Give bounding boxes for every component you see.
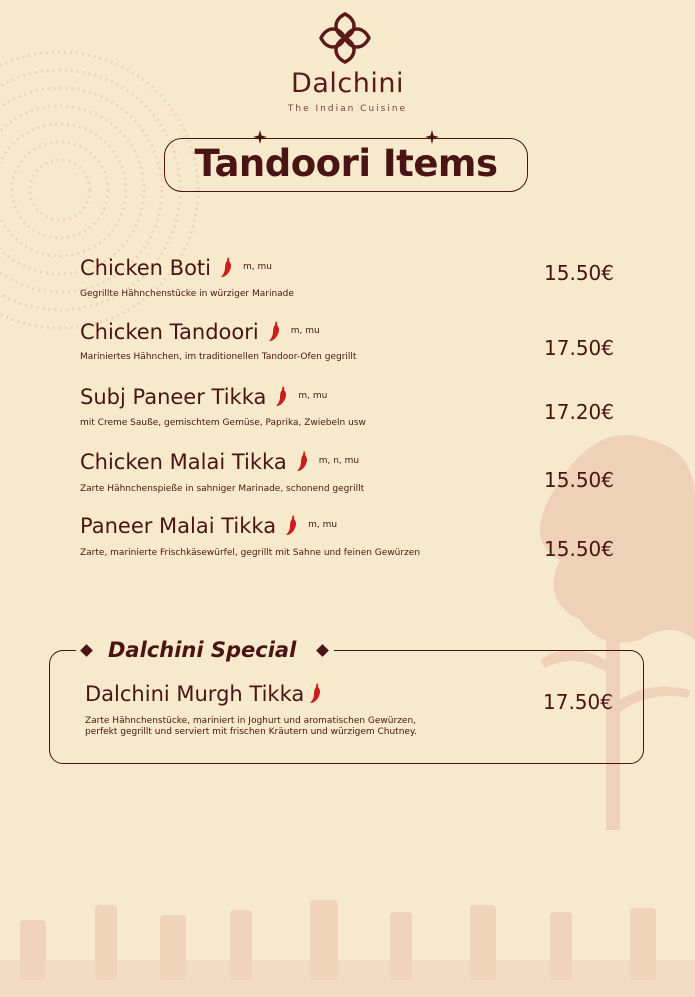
special-item-description: Zarte Hähnchenstücke, mariniert in Joghurt und aromatischen Gewürzen, perfekt gegrillt und serviert mit frischen Kräutern und würzigem Chutney. [85, 716, 417, 737]
item-name: Chicken Boti [80, 256, 211, 280]
item-price: 17.20€ [544, 400, 614, 424]
item-description: Zarte Hähnchenspieße in sahniger Marinade, schonend gegrillt [80, 484, 365, 494]
item-allergens: m, mu [243, 262, 272, 272]
brand-tagline: The Indian Cuisine [287, 104, 408, 114]
item-name-row [80, 514, 337, 538]
chili-icon [274, 385, 288, 407]
item-name-row [80, 256, 272, 280]
chili-icon [284, 514, 298, 536]
menu-item [80, 385, 640, 445]
item-price: 15.50€ [544, 537, 614, 561]
item-name: Subj Paneer Tikka [80, 385, 267, 409]
chili-icon [219, 256, 233, 278]
item-description: Zarte, marinierte Frischkäsewürfel, gegrillt mit Sahne und feinen Gewürzen [80, 548, 421, 558]
item-description: Gegrillte Hähnchenstücke in würziger Marinade [80, 289, 294, 299]
item-name: Chicken Malai Tikka [80, 450, 287, 474]
special-label: Dalchini Special [108, 638, 297, 662]
item-price: 15.50€ [544, 261, 614, 285]
menu-item [80, 450, 640, 510]
item-allergens: m, mu [290, 326, 320, 336]
item-allergens: m, mu [298, 391, 328, 401]
menu-item [80, 514, 640, 574]
special-item-name-row [85, 682, 322, 706]
item-name: Paneer Malai Tikka [80, 514, 277, 538]
item-price: 15.50€ [544, 468, 614, 492]
item-description: mit Creme Sauße, gemischtem Gemüse, Paprika, Zwiebeln usw [80, 418, 366, 428]
special-item-price: 17.50€ [543, 690, 613, 714]
item-name: Chicken Tandoori [80, 320, 259, 344]
chili-icon [295, 450, 309, 472]
item-allergens: m, mu [308, 520, 338, 530]
brand-name: Dalchini [291, 68, 404, 99]
item-allergens: m, n, mu [318, 456, 360, 466]
menu-item [80, 256, 640, 316]
item-price: 17.50€ [544, 336, 614, 360]
item-name-row [80, 320, 320, 344]
item-name-row [80, 385, 327, 409]
special-item-name: Dalchini Murgh Tikka [85, 682, 305, 706]
menu-item [80, 320, 640, 380]
ornamental-knot-icon [317, 10, 373, 66]
chili-icon [308, 682, 322, 704]
item-name-row [80, 450, 359, 474]
chili-icon [267, 320, 281, 342]
item-description: Mariniertes Hähnchen, im traditionellen Tandoor-Ofen gegrillt [80, 352, 357, 362]
page-title: Tandoori Items [194, 142, 498, 185]
